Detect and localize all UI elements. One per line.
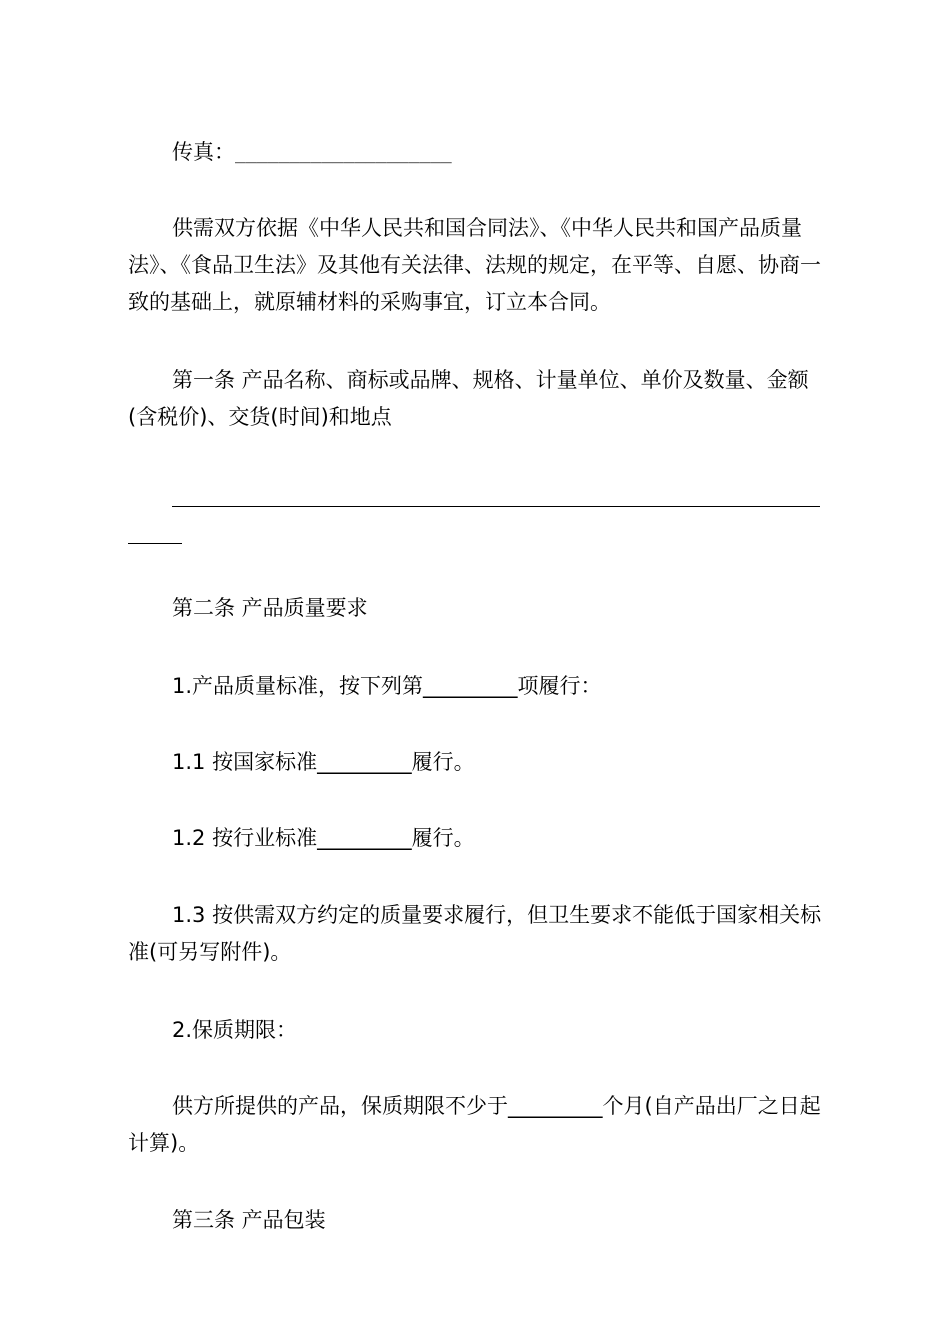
article-3-title: 第三条 产品包装 — [172, 1208, 326, 1232]
item-2: 2.保质期限： — [172, 1018, 298, 1042]
item-1-3: 1.3 按供需双方约定的质量要求履行，但卫生要求不能低于国家相关标准(可另写附件)。 — [128, 903, 822, 964]
fax-line — [128, 134, 822, 172]
article-1-title: 第一条 产品名称、商标或品牌、规格、计量单位、单价及数量、金额(含税价)、交货(时间)和地点 — [128, 368, 809, 429]
article-2-title: 第二条 产品质量要求 — [172, 596, 368, 620]
intro-paragraph: 供需双方依据《中华人民共和国合同法》、《中华人民共和国产品质量法》、《食品卫生法》及其他有关法律、法规的规定，在平等、自愿、协商一致的基础上，就原辅材料的采购事宜，订立本合同。 — [128, 216, 821, 314]
blank-line-2 — [128, 543, 182, 544]
item-1-1: 1.1 按国家标准_________履行。 — [172, 750, 475, 774]
item-1: 1.产品质量标准，按下列第_________项履行： — [172, 674, 602, 698]
shelf-life-paragraph: 供方所提供的产品，保质期限不少于_________个月(自产品出厂之日起计算)。 — [128, 1094, 821, 1155]
item-1-2: 1.2 按行业标准_________履行。 — [172, 826, 475, 850]
fax-blank: ____________________ — [235, 143, 452, 164]
fax-label: 传真： — [172, 140, 235, 164]
blank-line-1 — [172, 506, 820, 507]
